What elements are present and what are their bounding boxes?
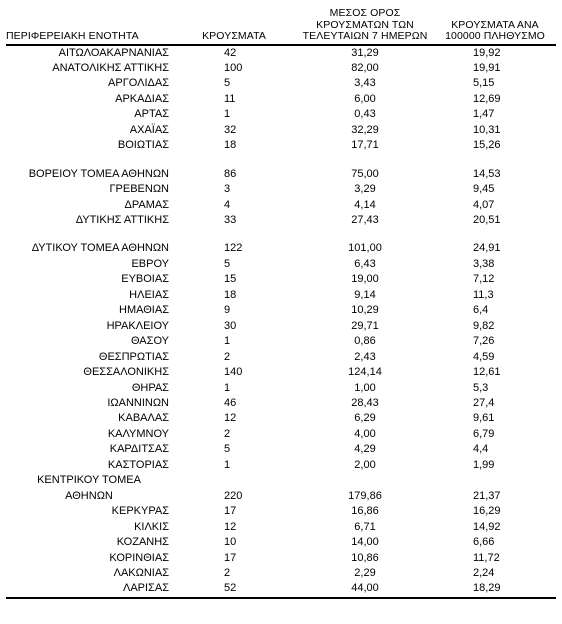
per-100k-cell: 24,91 [473,242,501,255]
table-row [6,442,556,457]
region-cell: ΘΕΣΠΡΩΤΙΑΣ [98,350,169,363]
region-cell: ΗΜΑΘΙΑΣ [119,304,169,317]
per-100k-cell [434,473,556,488]
per-100k-cell: 4,59 [473,350,495,363]
region-cell: ΓΡΕΒΕΝΩΝ [109,183,169,196]
per-100k-cell: 3,38 [473,257,495,270]
region-cell: ΑΧΑΪΑΣ [129,123,169,136]
table-row [6,520,556,535]
spacer-cell [6,228,172,241]
cases-cell: 2 [224,427,231,440]
avg-7-days-cell: 4,14 [354,198,376,211]
spacer-cell [6,154,172,167]
per-100k-cell: 9,61 [473,412,495,425]
header-per100k-line: ΚΡΟΥΣΜΑΤΑ ΑΝΑ [451,18,539,31]
cases-cell: 30 [224,319,237,332]
avg-7-days-cell: 82,00 [351,61,379,74]
cases-cell: 18 [224,288,237,301]
table-row [6,213,556,228]
spacer-cell [172,228,296,241]
table-row [6,167,556,182]
cases-cell: 1 [224,108,231,121]
spacer-cell [172,154,296,167]
avg-7-days-cell: 75,00 [351,167,379,180]
avg-7-days-cell: 16,86 [351,505,379,518]
cases-cell: 1 [224,335,231,348]
region-cell: ΛΑΡΙΣΑΣ [6,581,172,597]
cases-cell: 220 [224,489,243,502]
per-100k-cell: 21,37 [473,489,501,502]
cases-cell: 3 [224,183,231,196]
per-100k-cell: 11,72 [473,551,500,564]
region-cell: ΘΑΣΟΥ [130,335,169,348]
per-100k-cell: 27,4 [473,397,495,410]
per-100k-cell: 5,15 [473,77,495,90]
cases-cell: 17 [224,551,237,564]
per-100k-cell: 9,82 [473,319,495,332]
avg-7-days-cell: 6,43 [354,257,376,270]
per-100k-cell: 5,3 [473,381,489,394]
region-cell: ΚΟΖΑΝΗΣ [116,536,169,549]
cases-cell: 5 [224,257,231,270]
cases-cell: 46 [224,397,237,410]
table-row [6,107,556,122]
table-row [6,365,556,380]
cases-cell: 122 [224,242,243,255]
region-cell: ΘΗΡΑΣ [131,381,169,394]
table-row [6,458,556,473]
cases-cell: 9 [224,304,231,317]
avg-7-days-cell: 101,00 [348,242,382,255]
cases-cell: 52 [172,581,296,597]
table-row [6,92,556,107]
table-row [6,241,556,256]
per-100k-cell: 7,26 [473,335,495,348]
per-100k-cell: 20,51 [473,214,501,227]
avg-7-days-cell: 28,43 [351,397,379,410]
cases-cell: 4 [224,198,231,211]
table-row [6,257,556,272]
cases-cell: 15 [224,273,237,286]
region-cell: ΚΑΒΑΛΑΣ [118,412,169,425]
avg-7-days-cell: 179,86 [348,489,382,502]
table-row [6,272,556,287]
cases-cell: 17 [224,505,237,518]
avg-7-days-cell: 32,29 [351,123,379,136]
header-per100k-line: 100000 ΠΛΗΘΥΣΜΟ [445,30,545,42]
table-row [6,396,556,411]
per-100k-cell: 6,66 [473,536,495,549]
cases-cell: 86 [224,167,237,180]
per-100k-cell: 1,99 [473,458,495,471]
table-row [6,303,556,318]
table-row [6,427,556,442]
table-row [6,61,556,76]
table-header [6,8,556,45]
region-cell: ΑΙΤΩΛΟΑΚΑΡΝΑΝΙΑΣ [58,46,169,59]
per-100k-cell: 10,31 [473,123,501,136]
per-100k-cell: 19,91 [473,61,501,74]
header-avg-line: ΚΡΟΥΣΜΑΤΩΝ ΤΩΝ [316,18,414,31]
per-100k-cell: 7,12 [473,273,495,286]
avg-7-days-cell [296,473,434,488]
cases-cell: 42 [224,46,237,59]
cases-cell: 18 [224,139,237,152]
region-cell: ΘΕΣΣΑΛΟΝΙΚΗΣ [83,366,169,379]
table-row [6,566,556,581]
avg-7-days-cell: 19,00 [351,273,379,286]
region-cell: ΗΛΕΙΑΣ [129,288,169,301]
per-100k-cell: 16,29 [473,505,501,518]
per-100k-cell: 19,92 [473,46,501,59]
spacer-row [6,154,556,167]
avg-7-days-cell: 0,86 [354,335,376,348]
cases-by-region-table [6,8,556,599]
avg-7-days-cell: 2,43 [354,350,376,363]
per-100k-cell: 1,47 [473,108,495,121]
region-cell: ΙΩΑΝΝΙΝΩΝ [107,397,169,410]
avg-7-days-cell: 4,29 [354,443,376,456]
region-cell: ΑΡΚΑΔΙΑΣ [115,92,169,105]
avg-7-days-cell: 6,00 [354,92,376,105]
region-cell: ΚΑΡΔΙΤΣΑΣ [109,443,169,456]
per-100k-cell: 4,4 [473,443,489,456]
per-100k-cell: 4,07 [473,198,495,211]
region-cell: ΚΑΣΤΟΡΙΑΣ [107,458,169,471]
cases-cell: 1 [224,458,231,471]
avg-7-days-cell: 31,29 [351,46,379,59]
header-avg-line: ΜΕΣΟΣ ΟΡΟΣ [329,7,401,19]
region-cell: ΚΑΛΥΜΝΟΥ [107,427,169,440]
avg-7-days-cell: 44,00 [296,581,434,597]
table-row [6,45,556,61]
avg-7-days-cell: 9,14 [354,288,376,301]
cases-cell: 12 [224,520,237,533]
cases-cell: 100 [224,61,243,74]
region-cell: ΑΝΑΤΟΛΙΚΗΣ ΑΤΤΙΚΗΣ [52,61,169,74]
per-100k-cell: 14,92 [473,520,501,533]
cases-cell: 11 [224,92,236,105]
region-cell: ΔΥΤΙΚΗΣ ΑΤΤΙΚΗΣ [75,214,169,227]
table-row [6,182,556,197]
table-row [6,319,556,334]
avg-7-days-cell: 27,43 [351,214,379,227]
table-row [6,334,556,349]
per-100k-cell: 12,69 [473,92,501,105]
avg-7-days-cell: 14,00 [351,536,379,549]
cases-cell: 140 [224,366,243,379]
table-row [6,504,556,519]
header-cases: ΚΡΟΥΣΜΑΤΑ [172,8,296,45]
header-avg-line: ΤΕΛΕΥΤΑΙΩΝ 7 ΗΜΕΡΩΝ [302,30,428,42]
table-body [6,45,556,598]
region-cell: ΒΟΡΕΙΟΥ ΤΟΜΕΑ ΑΘΗΝΩΝ [28,167,169,180]
table-row [6,138,556,153]
spacer-row [6,228,556,241]
header-row [6,8,556,45]
per-100k-cell: 6,79 [473,427,495,440]
avg-7-days-cell: 29,71 [351,319,379,332]
cases-cell: 5 [224,443,231,456]
spacer-cell [434,228,556,241]
cases-cell: 2 [224,350,231,363]
header-avg-7-days [296,8,434,45]
avg-7-days-cell: 10,29 [351,304,379,317]
avg-7-days-cell: 3,29 [354,183,376,196]
region-cell: ΕΥΒΟΙΑΣ [121,273,169,286]
per-100k-cell: 2,24 [473,567,495,579]
table-row [6,288,556,303]
per-100k-cell: 18,29 [434,581,556,597]
cases-cell: 2 [224,567,231,579]
header-region: ΠΕΡΙΦΕΡΕΙΑΚΗ ΕΝΟΤΗΤΑ [6,8,172,45]
avg-7-days-cell: 1,00 [354,381,376,394]
region-cell: ΔΥΤΙΚΟΥ ΤΟΜΕΑ ΑΘΗΝΩΝ [31,242,169,255]
table-row [6,489,556,504]
cases-cell: 5 [224,77,231,90]
avg-7-days-cell: 10,86 [351,551,379,564]
per-100k-cell: 12,61 [473,366,501,379]
region-cell: ΕΒΡΟΥ [131,257,169,270]
region-cell: ΒΟΙΩΤΙΑΣ [117,139,169,152]
table-row [6,411,556,426]
region-cell: ΚΕΝΤΡΙΚΟΥ ΤΟΜΕΑ [37,474,141,487]
spacer-cell [434,154,556,167]
per-100k-cell: 15,26 [473,139,501,152]
spacer-cell [296,154,434,167]
avg-7-days-cell: 6,29 [354,412,376,425]
table-row [6,381,556,396]
avg-7-days-cell: 0,43 [354,108,376,121]
header-per-100k [434,8,556,45]
table-row [6,76,556,91]
cases-cell: 33 [224,214,237,227]
cases-cell: 12 [224,412,237,425]
spacer-cell [296,228,434,241]
per-100k-cell: 11,3 [473,288,494,301]
per-100k-cell: 9,45 [473,183,495,196]
region-cell: ΑΡΓΟΛΙΔΑΣ [108,77,169,90]
per-100k-cell: 14,53 [473,167,501,180]
region-cell: ΑΡΤΑΣ [134,108,169,121]
region-cell: ΑΘΗΝΩΝ [65,489,113,502]
table-row [6,581,556,597]
covid-cases-document [6,8,556,599]
region-cell: ΔΡΑΜΑΣ [124,198,169,211]
table-row [6,473,556,488]
cases-cell: 10 [224,536,237,549]
avg-7-days-cell: 17,71 [351,139,379,152]
region-cell: ΗΡΑΚΛΕΙΟΥ [106,319,169,332]
region-cell: ΚΕΡΚΥΡΑΣ [111,505,169,518]
cases-cell: 1 [224,381,231,394]
region-cell: ΚΙΛΚΙΣ [134,520,169,533]
table-row [6,535,556,550]
avg-7-days-cell: 6,71 [354,520,376,533]
table-row [6,198,556,213]
table-row [6,551,556,566]
per-100k-cell: 6,4 [473,304,489,317]
avg-7-days-cell: 124,14 [348,366,382,379]
table-row [6,350,556,365]
region-cell: ΚΟΡΙΝΘΙΑΣ [109,551,169,564]
avg-7-days-cell: 4,00 [354,427,376,440]
region-cell: ΛΑΚΩΝΙΑΣ [113,567,169,579]
table-row [6,123,556,138]
avg-7-days-cell: 2,00 [354,458,376,471]
cases-cell [172,473,296,488]
cases-cell: 32 [224,123,237,136]
avg-7-days-cell: 2,29 [354,567,376,579]
avg-7-days-cell: 3,43 [354,77,376,90]
